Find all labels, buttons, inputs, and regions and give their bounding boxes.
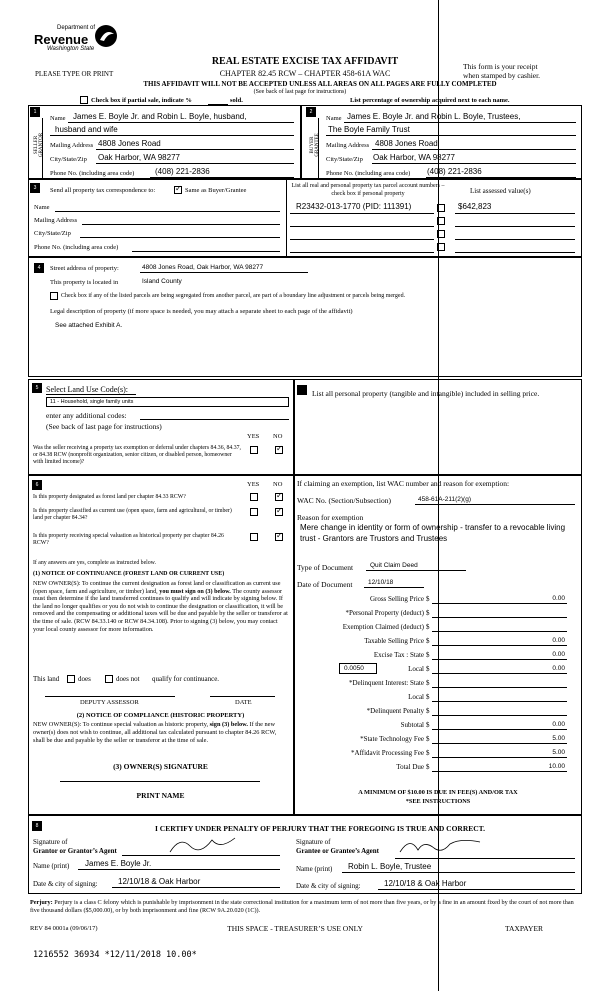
deputy-date-label: DATE	[235, 699, 252, 706]
land-use-label: Select Land Use Code(s):	[46, 385, 128, 394]
buyer-city-label: City/State/Zip	[326, 156, 363, 163]
taxpayer-label: TAXPAYER	[505, 924, 544, 933]
receipt-line1: This form is your receipt	[463, 62, 538, 71]
wac-label: WAC No. (Section/Subsection)	[297, 496, 391, 505]
sold-label: sold.	[230, 97, 243, 104]
land-use-see-back: (See back of last page for instructions)	[46, 422, 162, 431]
street-line	[140, 272, 308, 273]
corr-mailing-line	[82, 224, 280, 225]
warning-text: THIS AFFIDAVIT WILL NOT BE ACCEPTED UNLESS ALL AREAS ON ALL PAGES ARE FULLY COMPLETED	[143, 80, 497, 88]
land-does-not-label: does not	[116, 675, 140, 683]
doc-type-line	[366, 570, 466, 571]
additional-codes-label: enter any additional codes:	[46, 411, 127, 420]
land-use-value: 11 - Household, single family units	[50, 399, 134, 405]
gross-value[interactable]: 0.00	[552, 595, 565, 602]
buyer-mailing-line	[372, 149, 576, 150]
owner-signature-line	[60, 781, 260, 782]
seller-city-line	[96, 163, 294, 164]
amount-line	[432, 659, 567, 660]
corr-city-line	[80, 237, 280, 238]
row-gross-label: Gross Selling Price	[369, 595, 424, 603]
grantor-name-label: Name (print)	[33, 862, 70, 870]
cashier-stamp: 1216552 36934 *12/11/2018 10.00*	[33, 950, 197, 960]
legal-desc-label: Legal description of property (if more space is needed, you may attach a separate sheet to each page of the affidavit)	[50, 308, 353, 315]
dollar-sign: $	[426, 623, 430, 631]
buyer-name-value[interactable]: James E. Boyle Jr. and Robin L. Boyle, Trustees,	[347, 112, 521, 121]
dollar-sign: $	[426, 749, 430, 757]
dollar-sign: $	[426, 721, 430, 729]
amount-line	[432, 715, 567, 716]
land-use-underline	[46, 394, 136, 395]
land-does-label: does	[78, 675, 91, 683]
row-processing-fee-label: *Affidavit Processing Fee	[351, 749, 424, 757]
corr-city-label: City/State/Zip	[34, 230, 71, 237]
grantee-sig-label2: Grantee or Grantee’s Agent	[296, 847, 380, 855]
grantee-date-line	[378, 889, 575, 890]
deputy-label: DEPUTY ASSESSOR	[80, 699, 139, 706]
buyer-phone-label: Phone No. (including area code)	[326, 170, 411, 177]
perjury-note	[30, 899, 580, 915]
s6-no-header: NO	[273, 481, 283, 488]
seller-city-label: City/State/Zip	[50, 156, 87, 163]
please-type: PLEASE TYPE OR PRINT	[35, 70, 114, 78]
notice1-body1: NEW OWNER(S): To continue the current designation as forest land or classification as current use (open space, farm and agriculture, or timber) land,	[33, 580, 281, 595]
corr-phone-line	[132, 251, 280, 252]
notice2-bold: sign (3) below.	[209, 721, 248, 728]
total-due-value[interactable]: 10.00	[548, 763, 565, 770]
wac-value[interactable]: 458-61A-211(2)(g)	[418, 496, 471, 503]
qualify-label: qualify for continuance.	[152, 675, 220, 683]
seller-side-label: SELLER GRANTOR	[34, 132, 44, 158]
local-tax-value[interactable]: 0.00	[552, 665, 565, 672]
section5-badge: 5	[32, 383, 42, 393]
current-use-no-checkbox[interactable]	[275, 508, 283, 516]
street-value[interactable]: 4808 Jones Road, Oak Harbor, WA 98277	[142, 264, 264, 271]
corr-phone-label: Phone No. (including area code)	[34, 244, 119, 251]
parcel-value[interactable]: R23432-013-1770 (PID: 111391)	[296, 202, 412, 211]
assessed-header: List assessed value(s)	[470, 187, 531, 195]
see-instructions-note: *SEE INSTRUCTIONS	[405, 798, 471, 805]
seller-mailing-value[interactable]: 4808 Jones Road	[98, 139, 161, 148]
segregated-checkbox[interactable]	[50, 292, 58, 300]
grantee-name-line	[342, 872, 575, 873]
form-number: REV 84 0001a (09/06/17)	[30, 925, 98, 932]
amount-line	[432, 645, 567, 646]
assessed-line-3	[455, 239, 575, 240]
row-exemption-label: Exemption Claimed (deduct)	[342, 623, 424, 631]
grantor-sig-line	[122, 855, 280, 856]
county-label: This property is located in	[50, 279, 119, 286]
local-rate-value: 0.0050	[344, 665, 364, 672]
parcel-line-4	[290, 252, 434, 253]
grantee-name-label: Name (print)	[296, 865, 333, 873]
section3-badge: 3	[30, 183, 40, 193]
grantor-name-line	[78, 869, 280, 870]
buyer-mailing-label: Mailing Address	[326, 142, 370, 149]
doc-date-value[interactable]: 12/10/18	[368, 579, 394, 586]
land-does-not-checkbox[interactable]	[105, 675, 113, 683]
seller-name-value[interactable]: James E. Boyle Jr. and Robin L. Boyle, husband,	[73, 112, 247, 121]
if-yes-note: If any answers are yes, complete as instructed below.	[33, 560, 156, 566]
dept-line1: Department of	[57, 25, 96, 31]
send-correspondence-label: Send all property tax correspondence to:	[50, 187, 156, 194]
grantor-date-value[interactable]: 12/10/18 & Oak Harbor	[118, 877, 201, 886]
row-local-tax-label: Local	[408, 665, 424, 673]
row-tech-fee-label: *State Technology Fee	[360, 735, 424, 743]
parcel-line-2	[290, 226, 434, 227]
assessed-line-2	[455, 226, 575, 227]
buyer-name-line	[344, 122, 576, 123]
dollar-sign: $	[426, 651, 430, 659]
seller-name-line	[68, 122, 294, 123]
print-name-label: PRINT NAME	[136, 791, 185, 800]
street-label: Street address of property:	[50, 265, 119, 272]
grantee-sig-label1: Signature of	[296, 838, 331, 846]
buyer-name-value2[interactable]: The Boyle Family Trust	[328, 125, 410, 134]
seller-name-line2	[50, 135, 294, 136]
dept-line2: Revenue	[34, 32, 89, 47]
exemption-no-checkbox[interactable]	[275, 446, 283, 454]
amount-line	[432, 673, 567, 674]
row-taxable-label: Taxable Selling Price	[364, 637, 424, 645]
exemption-question: Was the seller receiving a property tax exemption or deferral under chapters 84.36, 84.37, or 84.38 RCW (nonprofit organization, senior citizen, or disabled person, homeowner with limited income)?	[33, 445, 241, 465]
land-does-checkbox[interactable]	[67, 675, 75, 683]
amount-line	[432, 757, 567, 758]
dollar-sign: $	[426, 763, 430, 771]
dollar-sign: $	[426, 595, 430, 603]
section2-badge: 2	[306, 107, 316, 117]
grantor-date-label: Date & city of signing:	[33, 880, 98, 888]
perjury-bold: Perjury:	[30, 899, 53, 906]
forest-no-checkbox[interactable]	[275, 493, 283, 501]
row-state-tax-label: Excise Tax : State	[373, 651, 424, 659]
doc-date-label: Date of Document	[297, 580, 353, 589]
row-delinq-state-label: *Delinquent Interest: State	[348, 679, 424, 687]
processing-fee-value[interactable]: 5.00	[552, 749, 565, 756]
same-as-buyer-checkbox[interactable]	[174, 186, 182, 194]
grantor-sig-label2: Grantor or Grantor’s Agent	[33, 847, 117, 855]
row-delinq-local-label: Local	[408, 693, 424, 701]
seller-phone-label: Phone No. (including area code)	[50, 170, 135, 177]
grantor-name-value[interactable]: James E. Boyle Jr.	[85, 859, 152, 868]
land-use-select[interactable]	[46, 397, 289, 407]
segregated-label: Check box if any of the listed parcels are being segregated from another parcel, are part of a boundary line adjustment or parcels being merged.	[61, 293, 406, 299]
section6-badge: 6	[32, 480, 42, 490]
grantor-signature[interactable]	[120, 832, 280, 857]
current-use-question: Is this property classified as current use (open space, farm and agricultural, or timber) land per chapter 84.34?	[33, 508, 232, 521]
row-subtotal-label: Subtotal	[400, 721, 424, 729]
notice2-body2: If the new owner(s) does not wish to continue, all additional tax calculated pursuant to chapter 84.26 RCW, shall be due and payable by the seller or transferor at the time of sale.	[33, 721, 277, 744]
same-as-buyer-label: Same as Buyer/Grantee	[185, 187, 247, 194]
dept-line3: Washington State	[47, 46, 95, 52]
forest-question: Is this property designated as forest land per chapter 84.33 RCW?	[33, 494, 186, 500]
historic-yes-checkbox[interactable]	[250, 533, 258, 541]
grantor-sig-label1: Signature of	[33, 838, 68, 846]
grantee-signature[interactable]	[390, 834, 500, 859]
additional-codes-line	[140, 419, 289, 420]
dor-logo	[30, 22, 130, 60]
notice-continuance-title: (1) NOTICE OF CONTINUANCE (FOREST LAND OR CURRENT USE)	[33, 571, 225, 577]
buyer-phone-value[interactable]: (408) 221-2836	[427, 167, 482, 176]
dollar-sign: $	[426, 637, 430, 645]
assessed-line-1	[455, 213, 575, 214]
notice2-body1: NEW OWNER(S): To continue special valuation as historic property,	[33, 721, 209, 728]
dollar-sign: $	[426, 707, 430, 715]
notice-compliance-title: (2) NOTICE OF COMPLIANCE (HISTORIC PROPERTY)	[76, 712, 245, 719]
dollar-sign: $	[426, 693, 430, 701]
buyer-city-line	[372, 163, 576, 164]
seller-phone-line	[150, 177, 294, 178]
doc-type-value[interactable]: Quit Claim Deed	[370, 562, 418, 569]
dollar-sign: $	[426, 679, 430, 687]
wac-line	[415, 504, 575, 505]
partial-sale-checkbox[interactable]	[80, 96, 88, 104]
section4-badge: 4	[34, 263, 44, 273]
scan-crease-line	[438, 0, 439, 991]
seller-mailing-line	[96, 149, 294, 150]
seller-phone-value[interactable]: (408) 221-2836	[155, 167, 210, 176]
s5-yes-header: YES	[247, 433, 260, 440]
dor-logo-icon	[94, 24, 118, 48]
row-personal-label: *Personal Property (deduct)	[345, 609, 424, 617]
partial-sale-label: Check box if partial sale, indicate %	[91, 97, 192, 104]
deputy-date-line	[210, 696, 275, 697]
tech-fee-value[interactable]: 5.00	[552, 735, 565, 742]
doc-type-label: Type of Document	[297, 563, 354, 572]
assessed-value[interactable]: $642,823	[458, 202, 492, 211]
form-title: REAL ESTATE EXCISE TAX AFFIDAVIT	[211, 56, 399, 67]
section1-badge: 1	[30, 107, 40, 117]
buyer-phone-line	[426, 177, 576, 178]
parcel-header: List all real and personal property tax parcel account numbers – check box if personal property	[291, 183, 445, 197]
amount-line	[432, 743, 567, 744]
exemption-claim-label: If claiming an exemption, list WAC number and reason for exemption:	[297, 479, 510, 488]
amount-line	[432, 729, 567, 730]
grantee-date-label: Date & city of signing:	[296, 882, 361, 890]
s5-no-header: NO	[273, 433, 283, 440]
state-tax-value[interactable]: 0.00	[552, 651, 565, 658]
amount-line	[432, 687, 567, 688]
dollar-sign: $	[426, 665, 430, 673]
assessed-line-4	[455, 252, 575, 253]
amount-line	[432, 631, 567, 632]
buyer-name-label: Name	[326, 115, 342, 122]
seller-name-value2[interactable]: husband and wife	[55, 125, 118, 134]
amount-line	[432, 603, 567, 604]
owner-signature-label: (3) OWNER(S) SIGNATURE	[113, 762, 208, 771]
current-use-yes-checkbox[interactable]	[250, 508, 258, 516]
certify-statement: I CERTIFY UNDER PENALTY OF PERJURY THAT THE FOREGOING IS TRUE AND CORRECT.	[154, 824, 485, 833]
buyer-city-value[interactable]: Oak Harbor, WA 98277	[373, 153, 455, 162]
amount-line	[432, 701, 567, 702]
buyer-name-line2	[326, 135, 576, 136]
notice1-body2: The county assessor must then determine if the land transferred continues to qualify and will indicate by signing below. If the land no longer qualifies or you do not wish to continue the designation or classification, it will be removed and the compensating or additional taxes will be due and payable by the seller or transferor at the time of sale. (RCW 84.33.140 or RCW 84.34.108). Prior to signing (3) below, you may contact your local county assessor for more information.	[33, 587, 288, 633]
buyer-side-label: BUYER GRANTEE	[310, 133, 320, 157]
seller-mailing-label: Mailing Address	[50, 142, 94, 149]
grantee-sig-line	[395, 858, 575, 859]
s6-yes-header: YES	[247, 481, 260, 488]
row-penalty-label: *Delinquent Penalty	[366, 707, 424, 715]
minimum-due-note: A MINIMUM OF $10.00 IS DUE IN FEE(S) AND/OR TAX	[358, 789, 518, 796]
amount-line	[432, 617, 567, 618]
parcel-line-3	[290, 239, 434, 240]
reason-label: Reason for exemption	[297, 513, 364, 522]
section3-divider	[286, 179, 287, 257]
historic-question: Is this property receiving special valuation as historical property per chapter 84.26 RCW?	[33, 533, 224, 546]
notice1-bold: you must sign on (3) below.	[159, 587, 231, 595]
ownership-note: List percentage of ownership acquired next to each name.	[350, 97, 510, 104]
historic-no-checkbox[interactable]	[275, 533, 283, 541]
form-chapters: CHAPTER 82.45 RCW – CHAPTER 458-61A WAC	[219, 69, 391, 78]
grantor-date-line	[112, 887, 280, 888]
legal-desc-value[interactable]: See attached Exhibit A.	[55, 322, 123, 329]
row-total-label: Total Due	[396, 763, 424, 771]
section8-badge: 8	[32, 821, 42, 831]
corr-name-line	[55, 211, 280, 212]
grantee-date-value[interactable]: 12/10/18 & Oak Harbor	[384, 879, 467, 888]
treasurer-note: THIS SPACE - TREASURER’S USE ONLY	[227, 924, 363, 933]
deputy-line	[45, 696, 175, 697]
see-back-note: (See back of last page for instructions)	[253, 89, 347, 95]
tax-calc-rows	[297, 595, 575, 780]
dollar-sign: $	[426, 735, 430, 743]
doc-date-line	[364, 587, 424, 588]
notice-continuance-body	[33, 580, 288, 633]
taxable-value[interactable]: 0.00	[552, 637, 565, 644]
this-land-label: This land	[33, 675, 60, 683]
buyer-mailing-value[interactable]: 4808 Jones Road	[375, 139, 438, 148]
reason-value[interactable]: Mere change in identity or form of ownership - transfer to a revocable living trust - Grantors are Trustors and Trustees	[300, 523, 566, 543]
dollar-sign: $	[426, 609, 430, 617]
seller-name-label: Name	[50, 115, 66, 122]
grantee-name-value[interactable]: Robin L. Boyle, Trustee	[348, 862, 432, 871]
exemption-yes-checkbox[interactable]	[250, 446, 258, 454]
personal-property-label: List all personal property (tangible and intangible) included in selling price.	[312, 389, 540, 398]
amount-line	[432, 771, 567, 772]
section7-badge	[297, 385, 307, 395]
notice-compliance-body	[33, 721, 288, 744]
corr-name-label: Name	[34, 204, 50, 211]
parcel-line-1	[290, 213, 434, 214]
receipt-line2: when stamped by cashier.	[463, 71, 541, 80]
corr-mailing-label: Mailing Address	[34, 217, 78, 224]
subtotal-value[interactable]: 0.00	[552, 721, 565, 728]
perjury-text: Perjury is a class C felony which is punishable by imprisonment in the state correctional institution for a maximum term of not more than five years, or by a fine in an amount fixed by the court of not more than five thousand dollars ($5,000.00), or by both imprisonment and fine (RCW 9A.20.020 (1C)).	[30, 899, 574, 914]
forest-yes-checkbox[interactable]	[250, 493, 258, 501]
seller-city-value[interactable]: Oak Harbor, WA 98277	[98, 153, 180, 162]
property-section	[28, 257, 582, 377]
county-value[interactable]: Island County	[142, 278, 182, 285]
